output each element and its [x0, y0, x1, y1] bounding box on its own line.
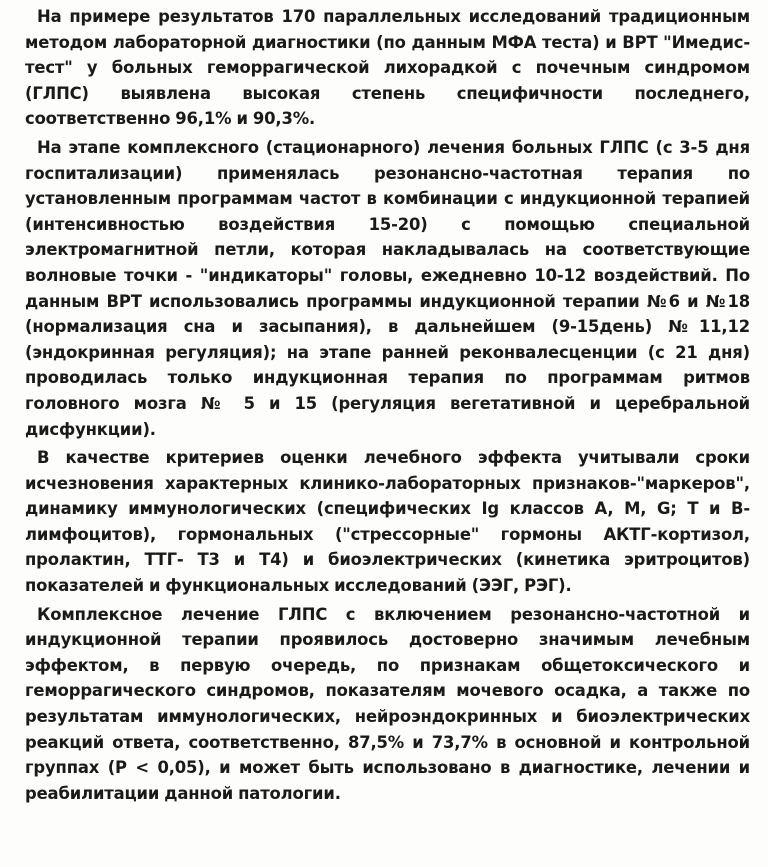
- paragraph-diagnostics: На примере результатов 170 параллельных исследований традиционным методом лабораторной диагностики (по данным МФА теста) и ВРТ "Имедис-тест" у больных геморрагической лихорадкой с почечным синдромом (ГЛПС) выявлена высокая степень специфичности последнего, соответственно 96,1% и 90,3%.: [25, 7, 750, 129]
- paragraph-criteria: В качестве критериев оценки лечебного эффекта учитывали сроки исчезновения характерных клинико-лабораторных признаков-"маркеров", динамику иммунологических (специфических Ig классов A, M, G; T и B-лимфоцитов), гормональных ("стрессорные" гормоны АКТГ-кортизол, пролактин, ТТГ- Т3 и Т4) и биоэлектрических (кинетика эритроцитов) показателей и функциональных исследований (ЭЭГ, РЭГ).: [25, 448, 750, 596]
- paragraph-treatment: На этапе комплексного (стационарного) лечения больных ГЛПС (с 3-5 дня госпитализации) применялась резонансно-частотная терапия по установленным программам частот в комбинации с индукционной терапией (интенсивностью воздействия 15-20) с помощью специальной электромагнитной петли, которая накладывалась на соответствующие волновые точки - "индикаторы" головы, ежедневно 10-12 воздействий. По данным ВРТ использовались программы индукционной терапии №6 и №18 (нормализация сна и засыпания), в дальнейшем (9-15день) №11,12 (эндокринная регуляция); на этапе ранней реконвалесценции (с 21 дня) проводилась только индукционная терапия по программам ритмов головного мозга № 5 и 15 (регуляция вегетативной и церебральной дисфункции).: [25, 137, 750, 439]
- paragraph-conclusion: Комплексное лечение ГЛПС с включением резонансно-частотной и индукционной терапии проявилось достоверно значимым лечебным эффектом, в первую очередь, по признакам общетоксического и геморрагического синдромов, показателям мочевого осадка, а также по результатам иммунологических, нейроэндокринных и биоэлектрических реакций ответа, соответственно, 87,5% и 73,7% в основной и контрольной группах (P < 0,05), и может быть использовано в диагностике, лечении и реабилитации данной патологии.: [25, 604, 750, 803]
